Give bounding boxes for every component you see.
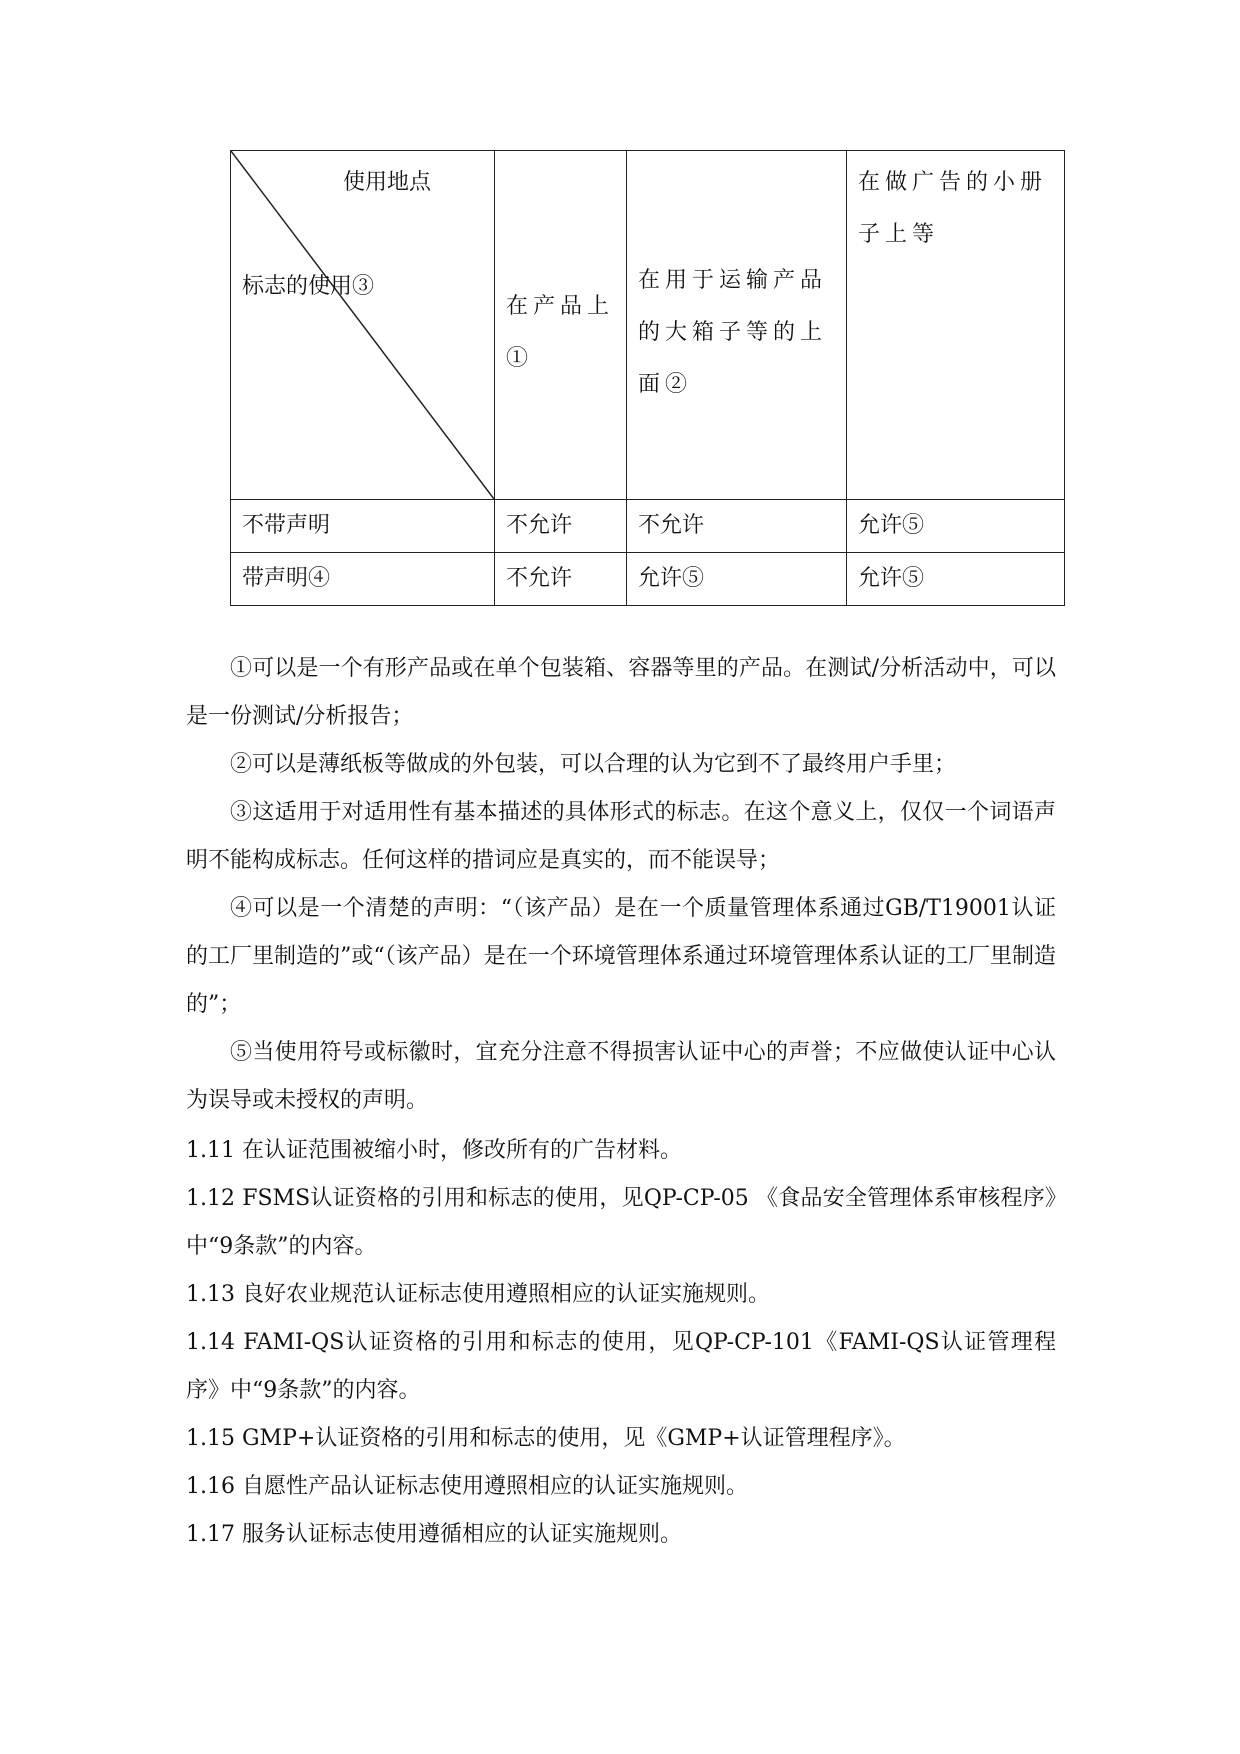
logo-usage-table <box>230 150 1064 606</box>
clause-1-16: 1.16 自愿性产品认证标志使用遵照相应的认证实施规则。 <box>186 1474 748 1499</box>
table-cell: 允许⑤ <box>627 553 847 606</box>
column-header-label: 在产品上① <box>506 294 615 371</box>
footnote-1: ①可以是一个有形产品或在单个包装箱、容器等里的产品。在测试/分析活动中，可以是一份测试/分析报告； <box>186 656 1056 729</box>
column-header-label: 在用于运输产品的大箱子等的上面② <box>638 268 828 397</box>
column-header-brochure <box>847 151 1065 500</box>
table-cell: 不允许 <box>495 553 627 606</box>
table-cell: 允许⑤ <box>847 500 1065 553</box>
diagonal-corner-cell <box>231 151 495 500</box>
clause-1-15: 1.15 GMP+认证资格的引用和标志的使用，见《GMP+认证管理程序》。 <box>186 1426 906 1451</box>
footnotes <box>186 645 1056 1125</box>
clause-1-17: 1.17 服务认证标志使用遵循相应的认证实施规则。 <box>186 1522 682 1547</box>
column-header-label: 在做广告的小册子上等 <box>858 170 1048 247</box>
footnote-5: ⑤当使用符号或标徽时，宜充分注意不得损害认证中心的声誉；不应做使认证中心认为误导或未授权的声明。 <box>186 1040 1056 1113</box>
table <box>230 150 1065 606</box>
clause-1-12: 1.12 FSMS认证资格的引用和标志的使用，见QP-CP-05 《食品安全管理体系审核程序》中“9条款”的内容。 <box>186 1186 1056 1259</box>
table-cell: 不允许 <box>627 500 847 553</box>
table-row <box>231 553 1065 606</box>
clause-1-13: 1.13 良好农业规范认证标志使用遵照相应的认证实施规则。 <box>186 1282 770 1307</box>
clause-1-14: 1.14 FAMI-QS认证资格的引用和标志的使用，见QP-CP-101《FAMI-QS认证管理程序》中“9条款”的内容。 <box>186 1330 1056 1403</box>
column-header-shipping-box <box>627 151 847 500</box>
column-header-on-product <box>495 151 627 500</box>
corner-label-usage: 标志的使用③ <box>242 274 375 299</box>
table-cell: 不允许 <box>495 500 627 553</box>
table-row <box>231 500 1065 553</box>
footnote-2: ②可以是薄纸板等做成的外包装，可以合理的认为它到不了最终用户手里； <box>230 752 957 777</box>
clause-1-11: 1.11 在认证范围被缩小时，修改所有的广告材料。 <box>186 1138 682 1163</box>
row-label: 不带声明 <box>231 500 495 553</box>
table-cell: 允许⑤ <box>847 553 1065 606</box>
table-header-row <box>231 151 1065 500</box>
footnote-4: ④可以是一个清楚的声明：“（该产品）是在一个质量管理体系通过GB/T19001认证的工厂里制造的”或“（该产品）是在一个环境管理体系通过环境管理体系认证的工厂里制造的”； <box>186 896 1056 1017</box>
clause-list <box>186 1127 1056 1559</box>
footnote-3: ③这适用于对适用性有基本描述的具体形式的标志。在这个意义上，仅仅一个词语声明不能构成标志。任何这样的措词应是真实的，而不能误导； <box>186 800 1056 873</box>
row-label: 带声明④ <box>231 553 495 606</box>
corner-label-location: 使用地点 <box>343 170 432 195</box>
